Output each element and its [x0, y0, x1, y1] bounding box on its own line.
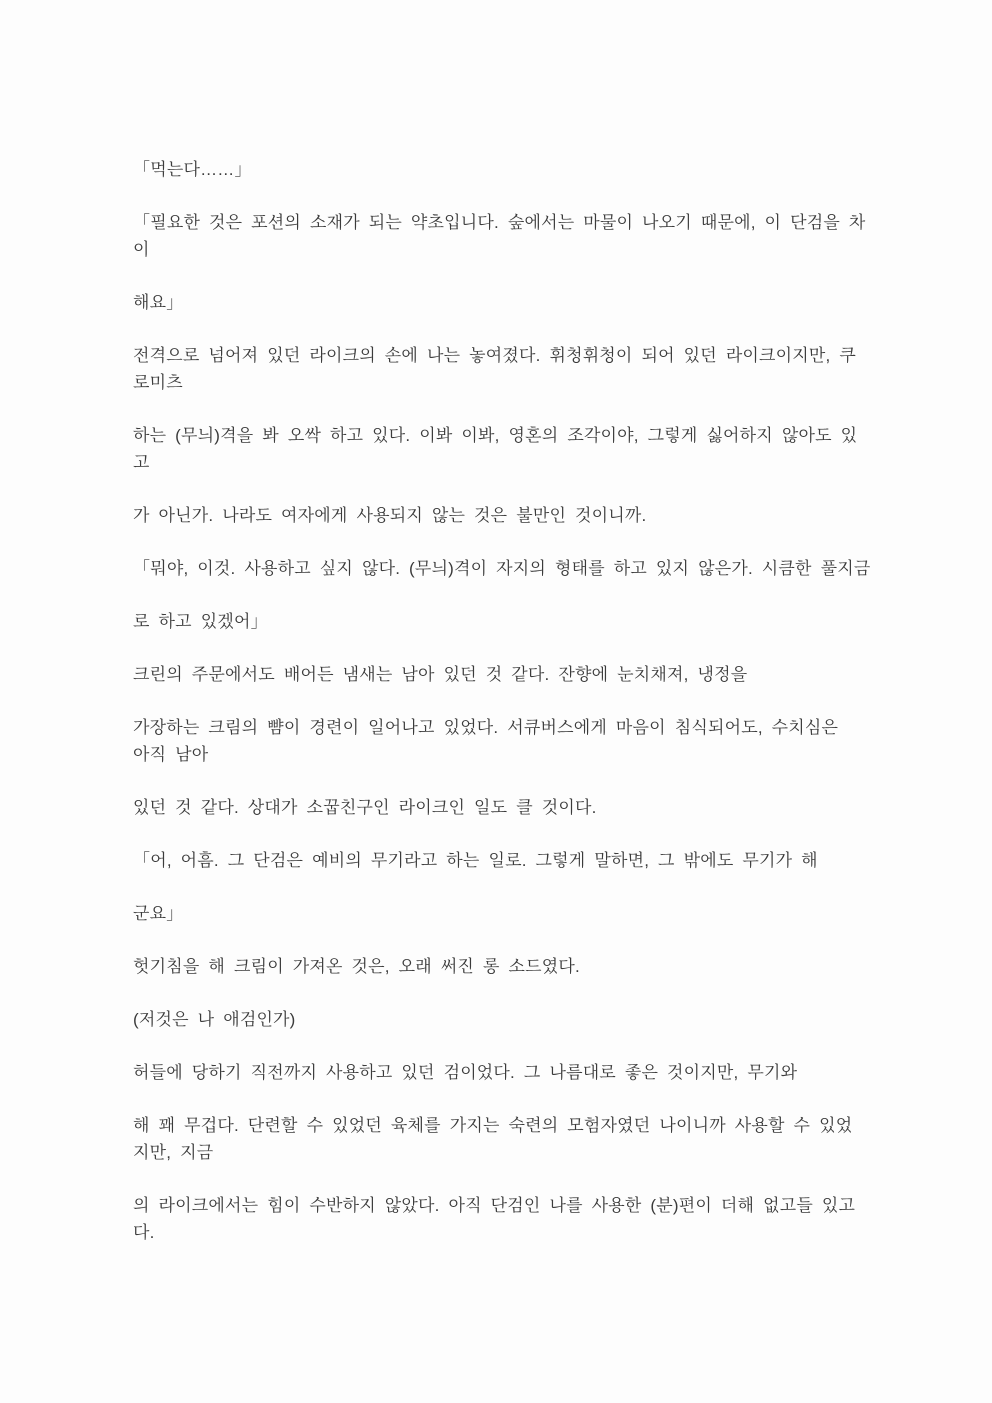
- paragraph: [133, 953, 877, 980]
- text-line: 이: [133, 240, 150, 259]
- paragraph: [133, 209, 877, 263]
- text-line: 해 꽤 무겁다. 단련할 수 있었던 육체를 가지는 숙련의 모험자였던 나이니까 사용할 수 있었: [133, 1116, 853, 1135]
- paragraph: [133, 422, 877, 476]
- paragraph: [133, 1192, 877, 1246]
- text-line: 헛기침을 해 크림이 가져온 것은, 오래 써진 롱 소드였다.: [133, 957, 580, 976]
- text-line: 고: [133, 453, 150, 472]
- text-line: (저것은 나 애검인가): [133, 1010, 296, 1029]
- text-line: 로 하고 있겠어」: [133, 612, 268, 631]
- paragraph: [133, 714, 877, 768]
- paragraph: [133, 1059, 877, 1086]
- text-line: 로미츠: [133, 373, 183, 392]
- text-line: 의 라이크에서는 힘이 수반하지 않았다. 아직 단검인 나를 사용한 (분)편이 더해 없고들 있고: [133, 1196, 856, 1215]
- text-line: 지만, 지금: [133, 1143, 214, 1162]
- text-line: 다.: [133, 1223, 155, 1242]
- text-line: 허들에 당하기 직전까지 사용하고 있던 검이었다. 그 나름대로 좋은 것이지만, 무기와: [133, 1063, 798, 1082]
- text-line: 있던 것 같다. 상대가 소꿉친구인 라이크인 일도 클 것이다.: [133, 798, 597, 817]
- paragraph: [133, 1112, 877, 1166]
- document-body: [133, 156, 877, 1246]
- text-line: 가장하는 크림의 뺨이 경련이 일어나고 있었다. 서큐버스에게 마음이 침식되어도, 수치심은: [133, 718, 839, 737]
- paragraph: [133, 289, 877, 316]
- text-line: 「필요한 것은 포션의 소재가 되는 약초입니다. 숲에서는 마물이 나오기 때문에, 이 단검을 차: [133, 213, 866, 232]
- paragraph: [133, 156, 877, 183]
- text-line: 아직 남아: [133, 745, 209, 764]
- text-line: 군요」: [133, 904, 184, 923]
- text-line: 「먹는다……」: [133, 160, 252, 179]
- paragraph: [133, 661, 877, 688]
- paragraph: [133, 608, 877, 635]
- paragraph: [133, 342, 877, 396]
- paragraph: [133, 847, 877, 874]
- paragraph: [133, 900, 877, 927]
- text-line: 「어, 어흠. 그 단검은 예비의 무기라고 하는 일로. 그렇게 말하면, 그 밖에도 무기가 해: [133, 851, 818, 870]
- text-line: 크린의 주문에서도 배어든 냄새는 남아 있던 것 같다. 잔향에 눈치채져, 냉정을: [133, 665, 748, 684]
- paragraph: [133, 794, 877, 821]
- text-line: 가 아닌가. 나라도 여자에게 사용되지 않는 것은 불만인 것이니까.: [133, 506, 647, 525]
- text-line: 하는 (무늬)격을 봐 오싹 하고 있다. 이봐 이봐, 영혼의 조각이야, 그렇게 싫어하지 않아도 있: [133, 426, 858, 445]
- paragraph: [133, 1006, 877, 1033]
- text-line: 해요」: [133, 293, 184, 312]
- paragraph: [133, 502, 877, 529]
- paragraph: [133, 555, 877, 582]
- text-line: 「뭐야, 이것. 사용하고 싶지 않다. (무늬)격이 자지의 형태를 하고 있지 않은가. 시큼한 풀지금: [133, 559, 871, 578]
- text-line: 전격으로 넘어져 있던 라이크의 손에 나는 놓여졌다. 휘청휘청이 되어 있던 라이크이지만, 쿠: [133, 346, 857, 365]
